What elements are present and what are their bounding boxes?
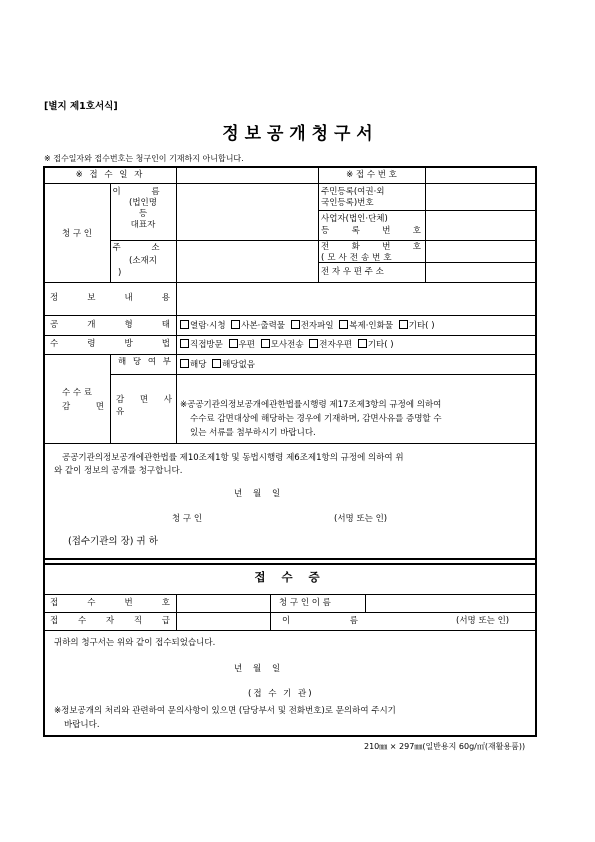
- row-line: [44, 282, 536, 283]
- fee-applicable-options: [180, 359, 258, 371]
- claimant-sign-note: (서명 또는 인): [334, 514, 388, 524]
- reduction-reason-text3: 있는 서류를 첨부하시기 바랍니다.: [190, 428, 316, 438]
- row-line: [44, 594, 536, 595]
- row-line: [44, 443, 536, 444]
- col-line: [425, 167, 426, 282]
- option-other-method[interactable]: 기타( ): [358, 340, 394, 350]
- option-visit[interactable]: 직접방문: [180, 340, 223, 350]
- receipt-agency: (접 수 기 관): [248, 689, 314, 699]
- email-label: 전 자 우 편 주 소: [321, 267, 384, 277]
- option-duplicate[interactable]: 복제·인화물: [339, 321, 393, 331]
- disclosure-type-options: [180, 320, 438, 332]
- option-mail[interactable]: 우편: [229, 340, 255, 350]
- biz-label-line1: 사업자(법인·단체): [321, 214, 388, 224]
- col-line: [270, 594, 271, 630]
- name-sub3: 대표자: [130, 220, 156, 229]
- disclosure-type-label: 공 개 형 태: [50, 320, 170, 330]
- fee-section-label2: 감 면: [62, 402, 104, 412]
- info-content-label: 정 보 내 용: [50, 293, 170, 303]
- rrn-label-line2: 국인등록)번호: [321, 198, 374, 208]
- receive-method-options: [180, 339, 397, 351]
- receipt-claimant-name-label: 청 구 인 이 름: [279, 598, 331, 608]
- fax-label: (모사전송번호: [321, 253, 395, 261]
- row-line: [110, 240, 536, 241]
- row-line: [44, 630, 536, 631]
- receipt-note-line2: 바랍니다.: [64, 720, 100, 730]
- paper-spec-footer: 210㎜ × 297㎜(일반용지 60g/㎡(재활용품)): [364, 742, 526, 751]
- receipt-date-label: ※ 접 수 일 자: [75, 170, 145, 180]
- biz-label-line2: 등 록 번 호: [321, 226, 421, 236]
- receipt-date: 년 월 일: [234, 664, 281, 674]
- name-label: 이 름: [112, 187, 174, 197]
- reduction-reason-label1: 감 면 사: [116, 395, 172, 405]
- col-line: [176, 594, 177, 630]
- option-other[interactable]: 기타( ): [399, 321, 435, 331]
- address-label: 주 소: [112, 243, 174, 253]
- receipt-title: 접 수 증: [254, 570, 326, 584]
- option-applicable[interactable]: 해당: [180, 360, 206, 370]
- reduction-reason-text1: ※공공기관의정보공개에관한법률시행령 제17조제3항의 규정에 의하여: [180, 400, 442, 410]
- col-line: [110, 354, 111, 443]
- rrn-label-line1: 주민등록(여권·외: [321, 187, 385, 197]
- address-sub1: (소재지: [129, 256, 157, 266]
- receiver-sign-note: (서명 또는 인): [456, 616, 510, 626]
- receiver-name-label: 이 름: [282, 616, 358, 626]
- row-line: [110, 374, 536, 375]
- row-line: [44, 335, 536, 336]
- row-line: [44, 354, 536, 355]
- claimant-section-label: 청 구 인: [61, 229, 93, 239]
- form-right-border: [535, 166, 537, 737]
- option-copy[interactable]: 사본·출력물: [231, 321, 285, 331]
- form-tag: [별지 제1호서식]: [44, 101, 118, 112]
- claimant-sign-label: 청 구 인: [172, 514, 203, 524]
- receipt-note-line1: ※정보공개의 처리와 관련하여 문의사항이 있으면 (담당부서 및 전화번호)로 문의하여 주시기: [54, 706, 396, 716]
- col-line: [176, 167, 177, 443]
- col-line: [318, 167, 319, 282]
- request-date: 년 월 일: [234, 489, 281, 499]
- receiver-rank-label: 접 수 자 직 급: [50, 616, 170, 626]
- receipt-separator-top: [44, 558, 536, 560]
- address-sub2: ): [118, 268, 122, 277]
- note-top: ※ 접수일자와 접수번호는 청구인이 기재하지 아니합니다.: [44, 154, 244, 163]
- receive-method-label: 수 령 방 법: [50, 339, 170, 349]
- receipt-number-field-label: 접 수 번 호: [50, 598, 170, 608]
- option-email[interactable]: 전자우편: [309, 340, 352, 350]
- page-title: 정 보 공 개 청 구 서: [222, 124, 373, 144]
- row-line: [318, 210, 536, 211]
- form-bottom-border: [43, 735, 537, 737]
- statement-line2: 와 같이 정보의 공개를 청구합니다.: [54, 466, 183, 476]
- reduction-reason-text2: 수수료 감면대상에 해당하는 경우에 기재하며, 감면사유를 증명할 수: [190, 414, 442, 424]
- statement-line1: 공공기관의정보공개에관한법률 제10조제1항 및 동법시행령 제6조제1항의 규정에 의하여 위: [62, 453, 404, 463]
- option-fax[interactable]: 모사전송: [261, 340, 304, 350]
- option-not-applicable[interactable]: 해당없음: [212, 360, 255, 370]
- form-top-border: [43, 166, 537, 168]
- form-left-border: [43, 166, 45, 737]
- option-efile[interactable]: 전자파일: [291, 321, 334, 331]
- phone-label: 전 화 번 호: [321, 242, 421, 252]
- fee-section-label1: 수 수 료: [61, 388, 93, 398]
- addressee: (접수기관의 장) 귀 하: [68, 536, 158, 547]
- option-view[interactable]: 열람·시청: [180, 321, 226, 331]
- receipt-statement: 귀하의 청구서는 위와 같이 접수되었습니다.: [54, 638, 216, 648]
- reduction-reason-label2: 유: [116, 407, 125, 417]
- col-line: [110, 183, 111, 282]
- row-line: [44, 183, 536, 184]
- col-line: [365, 594, 366, 612]
- row-line: [44, 612, 536, 613]
- row-line: [44, 315, 536, 316]
- receipt-separator-bottom: [44, 563, 536, 565]
- receipt-number-label: ※ 접 수 번 호: [346, 170, 397, 180]
- name-sub1: (법인명: [129, 198, 157, 208]
- name-sub2: 등: [138, 209, 148, 219]
- fee-applicable-label: 해 당 여 부: [118, 357, 173, 367]
- row-line: [318, 262, 536, 263]
